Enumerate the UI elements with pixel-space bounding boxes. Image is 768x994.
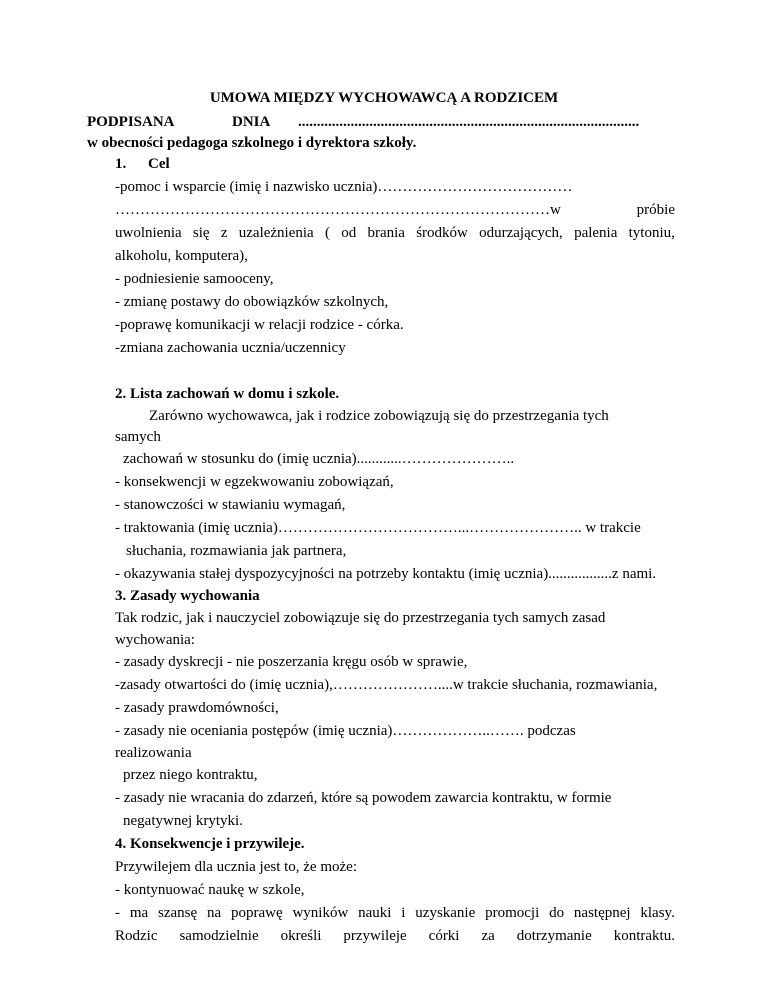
section3-line7: realizowania [115,745,192,761]
section4-line3-word: następnej [573,905,631,921]
section4-line3-word: szansę [157,905,198,921]
section3-heading: 3. Zasady wychowania [115,588,260,604]
presence-line: w obecności pedagoga szkolnego i dyrektora szkoły. [87,135,417,151]
section4-line4 [115,927,675,945]
section1-line5: - podniesienie samooceny, [115,271,274,287]
section1-line3-word: się [192,225,210,241]
section3-line2: wychowania: [115,632,195,648]
section3-line10: negatywnej krytyki. [123,813,243,829]
section2-line1: Zarówno wychowawca, jak i rodzice zobowiązują się do przestrzegania tych [149,408,609,424]
section3-line6: - zasady nie oceniania postępów (imię ucznia)………………..……. podczas [115,723,576,739]
section1-line3 [115,224,675,242]
section4-line3-word: do [549,905,565,921]
section3-line5: - zasady prawdomówności, [115,700,279,716]
section2-line7: słuchania, rozmawiania jak partnera, [126,543,347,559]
section1-line3-word: palenia [574,225,618,241]
section1-line3-word: brania [367,225,405,241]
section3-line1: Tak rodzic, jak i nauczyciel zobowiązuje się do przestrzegania tych samych zasad [115,610,606,626]
section2-line2: samych [115,429,161,445]
section4-line3-word: i [401,905,406,921]
section3-line4: -zasady otwartości do (imię ucznia),…………………....w trakcie słuchania, rozmawiania, [115,677,658,693]
section1-number: 1. [115,156,127,172]
section4-line4-word: córki [428,928,460,944]
section1-line3-word: uzależnienia [238,225,314,241]
section4-line3-word: wyników [292,905,349,921]
section2-line5: - stanowczości w stawianiu wymagań, [115,497,346,513]
section4-line4-word: przywileje [343,928,407,944]
section1-line3-word: odurzających, [479,225,563,241]
section1-line8: -zmiana zachowania ucznia/uczennicy [115,340,346,356]
section4-line3-word: - [115,905,120,921]
section4-line4-word: określi [280,928,322,944]
document-title: UMOWA MIĘDZY WYCHOWAWCĄ A RODZICEM [209,90,559,106]
section1-line3-word: od [341,225,357,241]
section1-line6: - zmianę postawy do obowiązków szkolnych, [115,294,389,310]
section2-line3: zachowań w stosunku do (imię ucznia)............………………….. [123,451,515,467]
section2-heading: 2. Lista zachowań w domu i szkole. [115,386,340,402]
section1-line3-word: środków [416,225,468,241]
section4-line3-word: nauki [358,905,392,921]
section4-line3 [115,904,675,922]
section4-line3-word: poprawę [230,905,283,921]
section4-line3-word: ma [129,905,149,921]
section4-line4-word: Rodzic [115,928,158,944]
section4-line4-word: kontraktu. [613,928,675,944]
section2-line6: - traktowania (imię ucznia)………………………………...………………….. w trakcie [115,520,641,536]
section1-line4: alkoholu, komputera), [115,248,248,264]
section1-line2-dots: ……………………………………………………………………………w [115,202,561,218]
section2-line4: - konsekwencji w egzekwowaniu zobowiązań, [115,474,394,490]
date-dots: ........................................................................................... [298,114,640,130]
section4-line4-word: za [481,928,495,944]
section1-line3-word: uwolnienia [115,225,182,241]
section3-line9: - zasady nie wracania do zdarzeń, które są powodem zawarcia kontraktu, w formie [115,790,612,806]
section4-line4-word: dotrzymanie [516,928,592,944]
section1-heading: Cel [148,156,170,172]
section4-line3-word: klasy. [640,905,675,921]
section3-line8: przez niego kontraktu, [123,767,258,783]
section1-line2 [115,201,675,219]
section4-line3-word: promocji [485,905,540,921]
section1-line7: -poprawę komunikacji w relacji rodzice - córka. [115,317,404,333]
section2-line8: - okazywania stałej dyspozycyjności na potrzeby kontaktu (imię ucznia).................z nami. [115,566,657,582]
section4-line3-word: uzyskanie [415,905,476,921]
section4-line4-word: samodzielnie [179,928,259,944]
section1-line3-word: tytoniu, [628,225,675,241]
section4-heading: 4. Konsekwencje i przywileje. [115,836,305,852]
section1-line2-word: próbie [636,202,675,218]
section1-line3-word: ( [324,225,330,241]
section4-line3-word: na [206,905,222,921]
signed-label: PODPISANA [87,114,175,130]
day-label: DNIA [232,114,271,130]
section1-line1: -pomoc i wsparcie (imię i nazwisko ucznia)………………………………… [115,179,573,195]
section3-line3: - zasady dyskrecji - nie poszerzania kręgu osób w sprawie, [115,654,468,670]
section4-line2: - kontynuować naukę w szkole, [115,882,305,898]
section1-line3-word: z [220,225,228,241]
section4-line1: Przywilejem dla ucznia jest to, że może: [115,859,357,875]
